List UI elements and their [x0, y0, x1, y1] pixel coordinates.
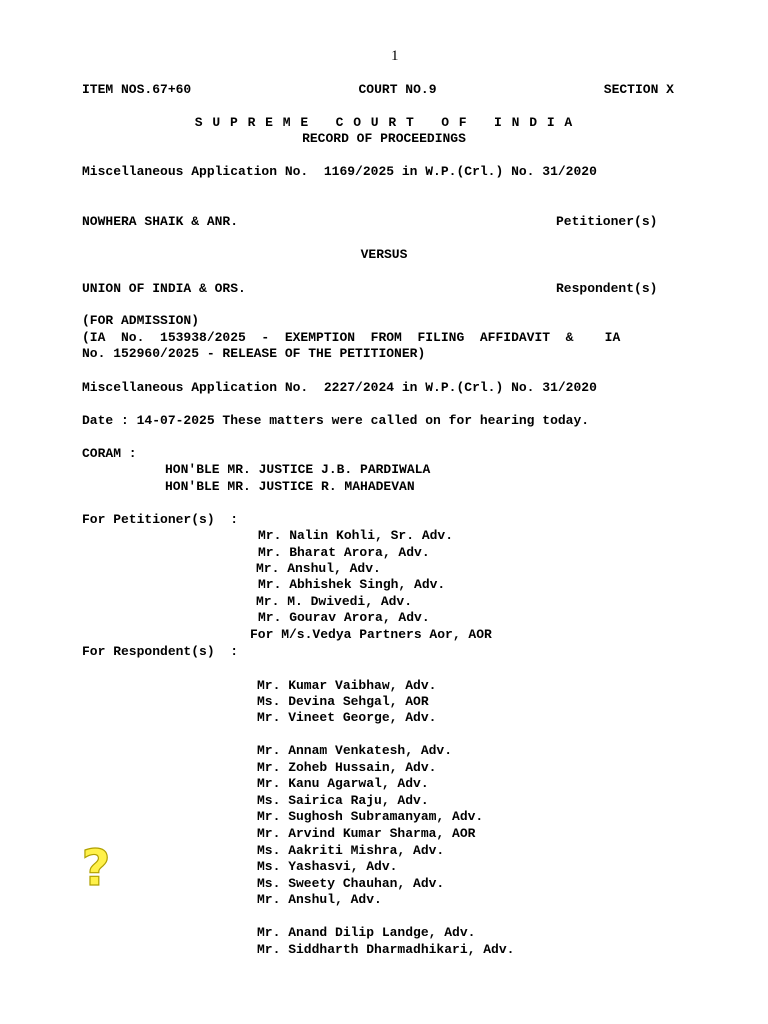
petitioner-counsel-1: Mr. Nalin Kohli, Sr. Adv. — [258, 528, 454, 543]
versus-label: VERSUS — [360, 247, 408, 262]
ia-line-2: No. 152960/2025 - RELEASE OF THE PETITIONER) — [82, 346, 426, 361]
respondent-counsel-2-10: Mr. Anshul, Adv. — [257, 892, 382, 907]
respondent-counsel-1-3: Mr. Vineet George, Adv. — [257, 710, 437, 725]
respondent-counsel-1-1: Mr. Kumar Vaibhaw, Adv. — [257, 678, 437, 693]
respondent-counsel-2-6: Mr. Arvind Kumar Sharma, AOR — [257, 826, 476, 841]
section: SECTION X — [603, 82, 674, 97]
respondent-counsel-2-4: Ms. Sairica Raju, Adv. — [257, 793, 429, 808]
case-number-2: Miscellaneous Application No. 2227/2024 in W.P.(Crl.) No. 31/2020 — [82, 380, 597, 395]
petitioner-counsel-2: Mr. Bharat Arora, Adv. — [258, 545, 430, 560]
page-number: 1 — [391, 48, 399, 64]
record-title: RECORD OF PROCEEDINGS — [302, 131, 466, 146]
petitioner-counsel-4: Mr. Abhishek Singh, Adv. — [258, 577, 446, 592]
for-admission: (FOR ADMISSION) — [82, 313, 200, 328]
question-mark-icon[interactable]: ? — [81, 839, 111, 897]
header-row — [82, 82, 674, 98]
for-respondent-label: For Respondent(s) : — [82, 644, 239, 659]
for-petitioner-label: For Petitioner(s) : — [82, 512, 239, 527]
respondent-counsel-2-1: Mr. Annam Venkatesh, Adv. — [257, 743, 453, 758]
court-name: S U P R E M E C O U R T O F I N D I A — [194, 115, 574, 130]
petitioner-label: Petitioner(s) — [556, 214, 658, 229]
coram-label: CORAM : — [82, 446, 137, 461]
respondent-counsel-3-1: Mr. Anand Dilip Landge, Adv. — [257, 925, 476, 940]
court-no: COURT NO.9 — [358, 82, 437, 97]
petitioner-name: NOWHERA SHAIK & ANR. — [82, 214, 239, 229]
hearing-date-line: Date : 14-07-2025 These matters were called on for hearing today. — [82, 413, 590, 428]
petitioner-aor: For M/s.Vedya Partners Aor, AOR — [250, 627, 492, 642]
respondent-counsel-2-5: Mr. Sughosh Subramanyam, Adv. — [257, 809, 484, 824]
petitioner-counsel-3: Mr. Anshul, Adv. — [256, 561, 381, 576]
respondent-counsel-2-8: Ms. Yashasvi, Adv. — [257, 859, 398, 874]
respondent-counsel-2-7: Ms. Aakriti Mishra, Adv. — [257, 843, 445, 858]
item-nos: ITEM NOS.67+60 — [82, 82, 192, 97]
respondent-counsel-2-3: Mr. Kanu Agarwal, Adv. — [257, 776, 429, 791]
petitioner-counsel-6: Mr. Gourav Arora, Adv. — [258, 610, 430, 625]
petitioner-counsel-5: Mr. M. Dwivedi, Adv. — [256, 594, 413, 609]
respondent-label: Respondent(s) — [556, 281, 658, 296]
ia-line-1: (IA No. 153938/2025 - EXEMPTION FROM FILING AFFIDAVIT & IA — [82, 330, 621, 345]
case-number-1: Miscellaneous Application No. 1169/2025 in W.P.(Crl.) No. 31/2020 — [82, 164, 597, 179]
judge-2: HON'BLE MR. JUSTICE R. MAHADEVAN — [165, 479, 415, 494]
respondent-name: UNION OF INDIA & ORS. — [82, 281, 246, 296]
respondent-counsel-1-2: Ms. Devina Sehgal, AOR — [257, 694, 429, 709]
respondent-counsel-2-2: Mr. Zoheb Hussain, Adv. — [257, 760, 437, 775]
respondent-counsel-2-9: Ms. Sweety Chauhan, Adv. — [257, 876, 445, 891]
judge-1: HON'BLE MR. JUSTICE J.B. PARDIWALA — [165, 462, 431, 477]
respondent-counsel-3-2: Mr. Siddharth Dharmadhikari, Adv. — [257, 942, 515, 957]
